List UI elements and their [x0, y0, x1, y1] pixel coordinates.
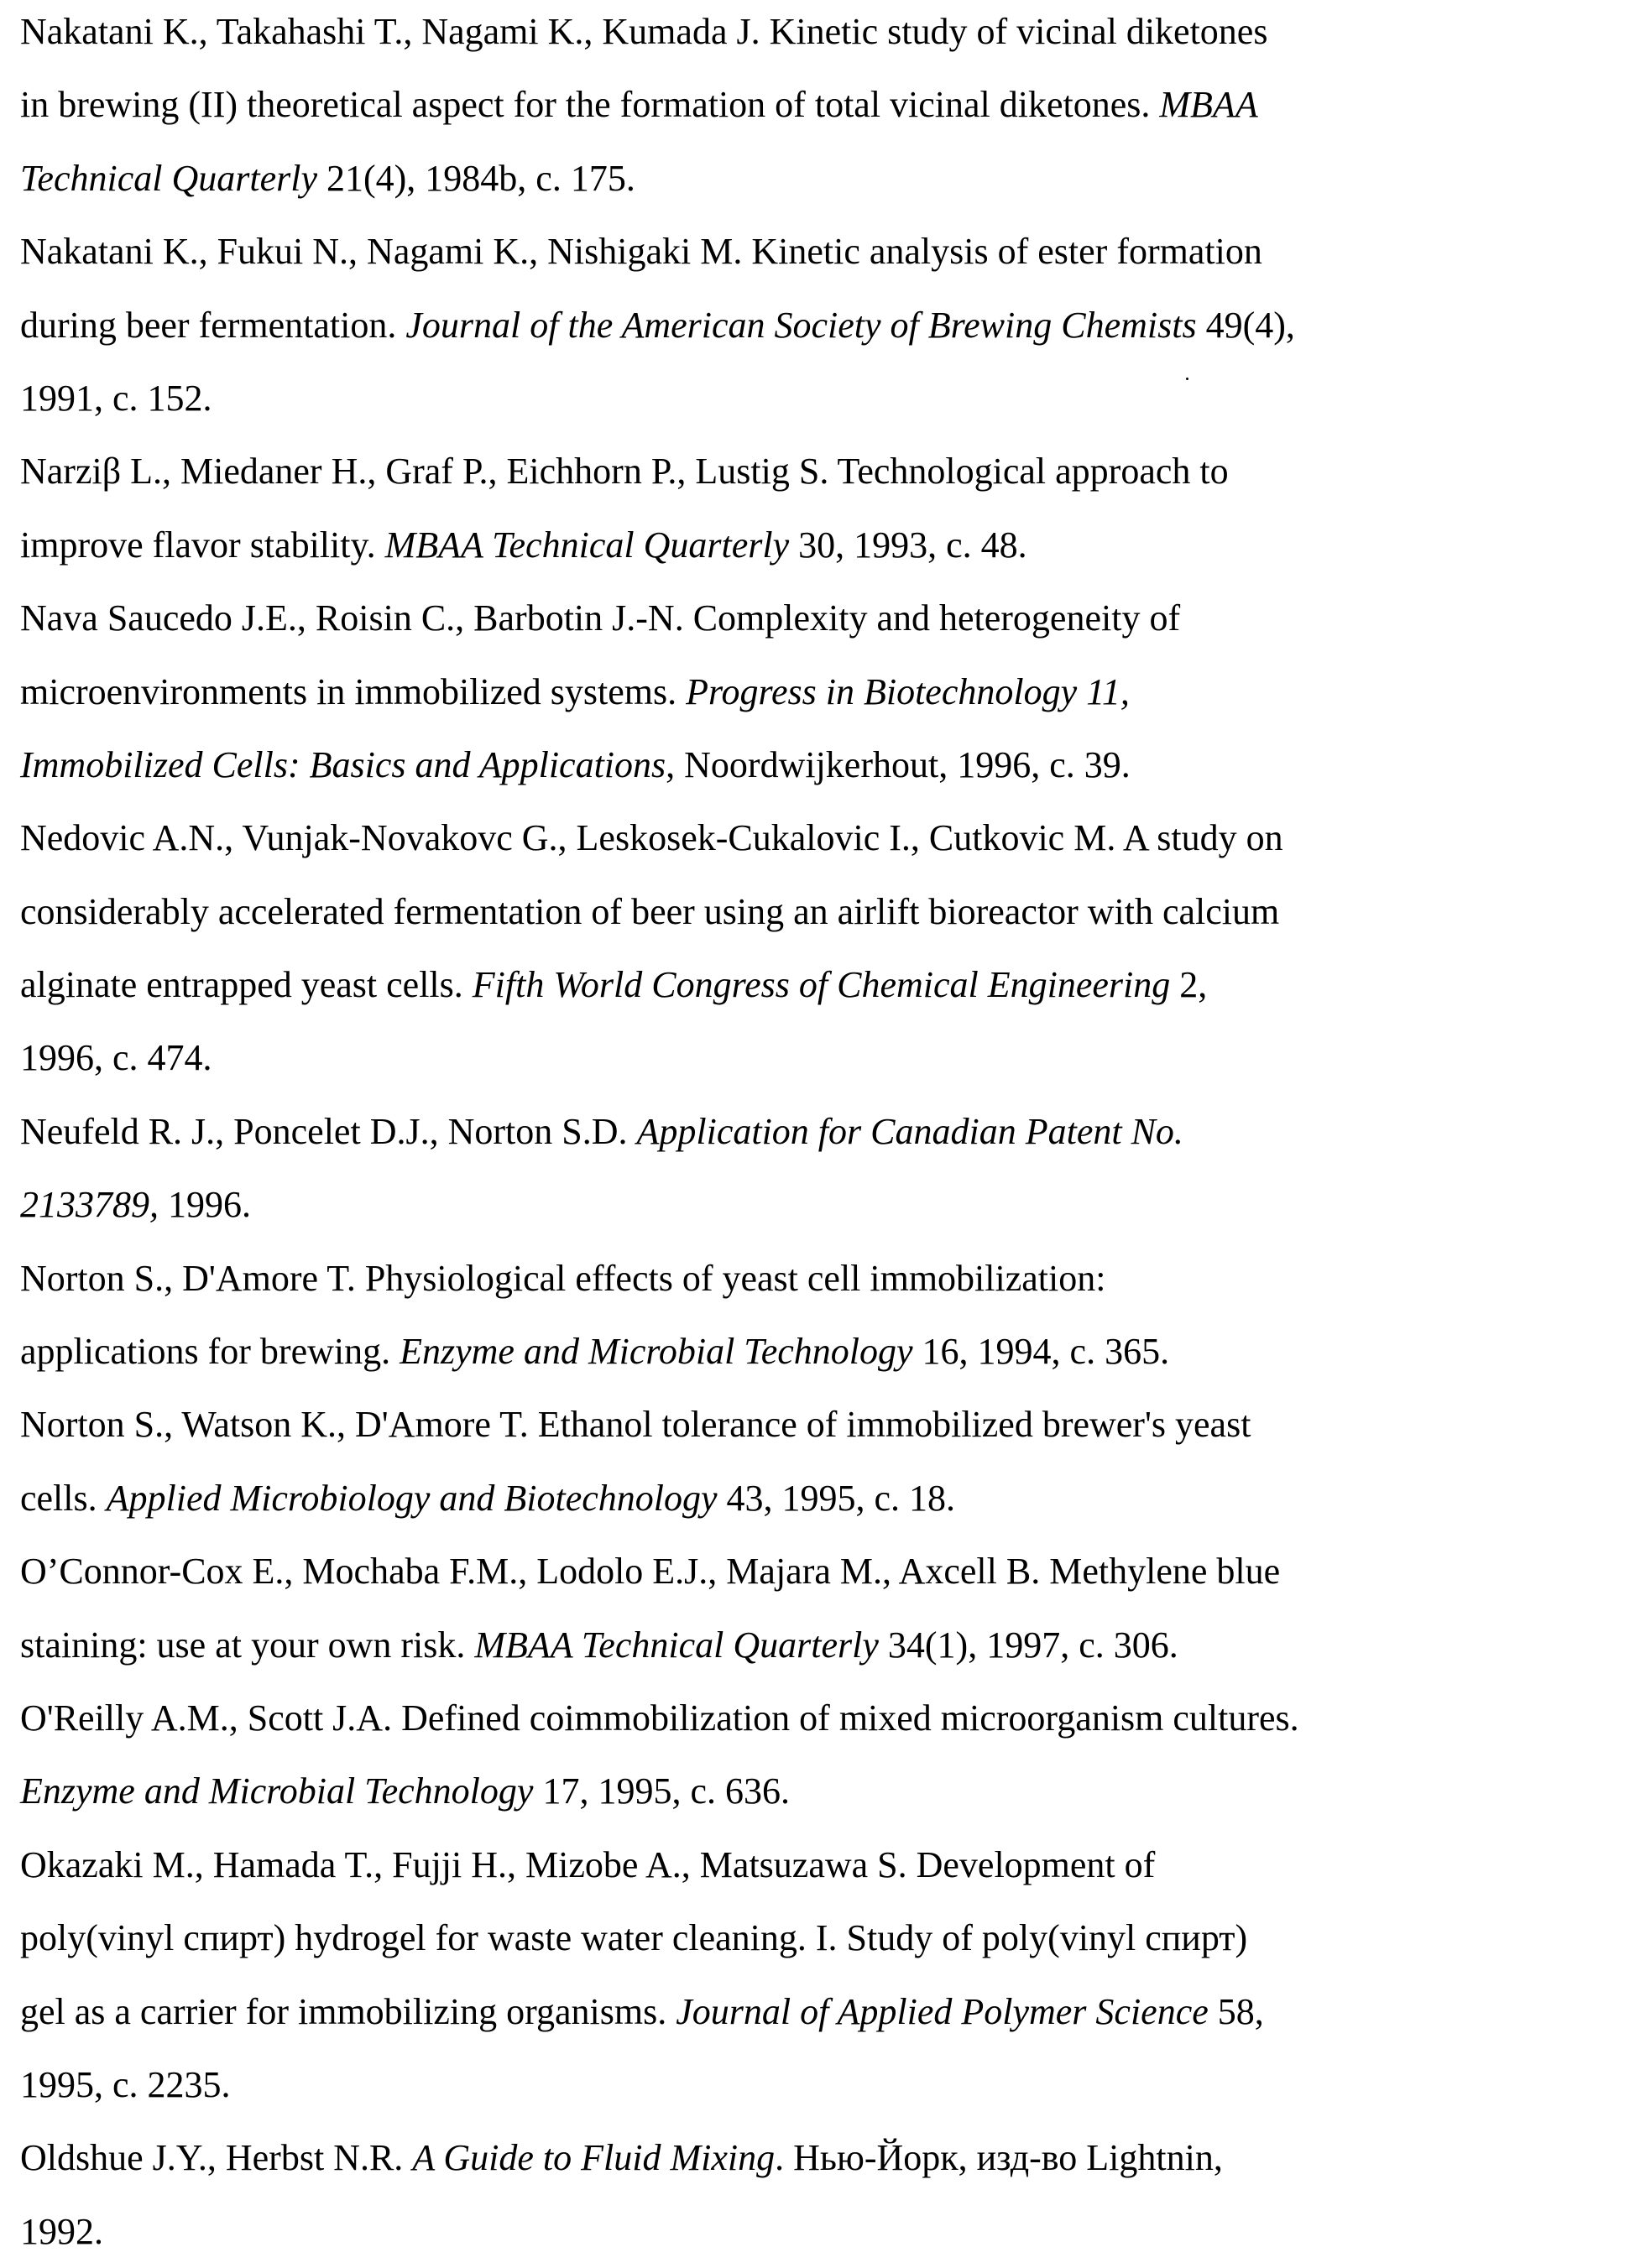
reference-line — [20, 508, 1299, 581]
reference-line — [20, 2195, 1299, 2268]
reference-entry — [20, 801, 1299, 1095]
reference-line — [20, 1242, 1299, 1315]
reference-text: Norton S., D'Amore T. Physiological effects of yeast cell immobilization: — [20, 1258, 1105, 1299]
reference-entry — [20, 1388, 1299, 1535]
reference-source-italic: Progress in Biotechnology 11, — [686, 671, 1130, 712]
reference-line — [20, 1681, 1299, 1754]
reference-text: O’Connor-Cox E., Mochaba F.M., Lodolo E.J., Majara M., Axcell B. Methylene blue — [20, 1551, 1280, 1592]
reference-entry — [20, 1681, 1299, 1828]
reference-text: 49(4), — [1197, 305, 1295, 346]
reference-line — [20, 1462, 1299, 1535]
reference-text: 43, 1995, c. 18. — [718, 1478, 956, 1519]
reference-line — [20, 1315, 1299, 1388]
reference-source-italic: Application for Canadian Patent No. — [637, 1111, 1183, 1152]
reference-line — [20, 1608, 1299, 1681]
reference-line — [20, 948, 1299, 1021]
reference-line — [20, 435, 1299, 508]
reference-source-italic: Technical Quarterly — [20, 158, 317, 199]
reference-text: 1995, c. 2235. — [20, 2064, 231, 2105]
reference-text: applications for brewing. — [20, 1331, 400, 1372]
reference-text: 58, — [1209, 1991, 1264, 2032]
reference-line — [20, 1021, 1299, 1094]
reference-text: . Нью-Йорк, изд-во Lightnin, — [775, 2137, 1223, 2178]
reference-entry — [20, 1095, 1299, 1242]
reference-text: gel as a carrier for immobilizing organisms. — [20, 1991, 676, 2032]
reference-entry — [20, 2121, 1299, 2268]
reference-text: 30, 1993, c. 48. — [789, 524, 1027, 566]
reference-text: considerably accelerated fermentation of beer using an airlift bioreactor with calcium — [20, 891, 1279, 932]
reference-entry — [20, 1828, 1299, 2122]
scan-speck — [1186, 378, 1188, 380]
reference-line — [20, 581, 1299, 654]
reference-text: 2, — [1170, 964, 1207, 1005]
reference-entry — [20, 581, 1299, 801]
reference-source-italic: Fifth World Congress of Chemical Engineering — [473, 964, 1171, 1005]
reference-line — [20, 2048, 1299, 2121]
reference-line — [20, 142, 1299, 215]
reference-text: Norton S., Watson K., D'Amore T. Ethanol tolerance of immobilized brewer's yeast — [20, 1404, 1251, 1445]
reference-text: alginate entrapped yeast cells. — [20, 964, 473, 1005]
reference-source-italic: A Guide to Fluid Mixing — [412, 2137, 775, 2178]
reference-source-italic: Immobilized Cells: Basics and Applications — [20, 744, 666, 785]
reference-entry — [20, 215, 1299, 435]
reference-text: Okazaki M., Hamada T., Fujji H., Mizobe A., Matsuzawa S. Development of — [20, 1844, 1155, 1885]
reference-line — [20, 1535, 1299, 1608]
reference-text: microenvironments in immobilized systems. — [20, 671, 686, 712]
reference-source-italic: MBAA Technical Quarterly — [474, 1624, 879, 1666]
reference-text: 1991, c. 152. — [20, 378, 212, 419]
reference-text: , Noordwijkerhout, 1996, c. 39. — [666, 744, 1131, 785]
reference-text: during beer fermentation. — [20, 305, 405, 346]
reference-text: Nakatani K., Takahashi T., Nagami K., Kumada J. Kinetic study of vicinal diketones — [20, 11, 1267, 52]
reference-text: cells. — [20, 1478, 107, 1519]
reference-entry — [20, 1535, 1299, 1681]
reference-source-italic: Journal of Applied Polymer Science — [676, 1991, 1209, 2032]
reference-text: Oldshue J.Y., Herbst N.R. — [20, 2137, 412, 2178]
reference-line — [20, 1754, 1299, 1827]
reference-text: 16, 1994, c. 365. — [913, 1331, 1170, 1372]
reference-line — [20, 2121, 1299, 2194]
reference-source-italic: Journal of the American Society of Brewing Chemists — [405, 305, 1196, 346]
reference-text: improve flavor stability. — [20, 524, 385, 566]
reference-line — [20, 655, 1299, 728]
reference-text: 1996, c. 474. — [20, 1037, 212, 1078]
reference-line — [20, 1388, 1299, 1461]
reference-text: 1992. — [20, 2211, 103, 2252]
reference-text: 21(4), 1984b, c. 175. — [317, 158, 635, 199]
reference-entry — [20, 435, 1299, 581]
reference-text: Narziβ L., Miedaner H., Graf P., Eichhorn P., Lustig S. Technological approach to — [20, 451, 1229, 492]
reference-line — [20, 1168, 1299, 1241]
reference-text: 1996. — [159, 1184, 251, 1225]
reference-text: 34(1), 1997, c. 306. — [879, 1624, 1178, 1666]
reference-text: in brewing (II) theoretical aspect for the formation of total vicinal diketones. — [20, 84, 1159, 125]
reference-source-italic: MBAA Technical Quarterly — [385, 524, 790, 566]
reference-entry — [20, 0, 1299, 215]
reference-line — [20, 801, 1299, 874]
reference-line — [20, 68, 1299, 141]
reference-entry — [20, 1242, 1299, 1389]
reference-source-italic: Applied Microbiology and Biotechnology — [107, 1478, 718, 1519]
reference-line — [20, 0, 1299, 68]
reference-line — [20, 1975, 1299, 2048]
reference-line — [20, 728, 1299, 801]
reference-line — [20, 362, 1299, 435]
reference-source-italic: 2133789, — [20, 1184, 159, 1225]
reference-text: poly(vinyl спирт) hydrogel for waste water cleaning. I. Study of poly(vinyl спирт) — [20, 1917, 1247, 1958]
reference-source-italic: Enzyme and Microbial Technology — [400, 1331, 912, 1372]
reference-line — [20, 289, 1299, 362]
reference-line — [20, 875, 1299, 948]
reference-source-italic: Enzyme and Microbial Technology — [20, 1770, 533, 1812]
reference-text: Nakatani K., Fukui N., Nagami K., Nishigaki M. Kinetic analysis of ester formation — [20, 231, 1262, 272]
reference-text: 17, 1995, c. 636. — [533, 1770, 790, 1812]
reference-list — [20, 0, 1299, 2268]
reference-text: Neufeld R. J., Poncelet D.J., Norton S.D. — [20, 1111, 637, 1152]
reference-line — [20, 1095, 1299, 1168]
reference-text: staining: use at your own risk. — [20, 1624, 474, 1666]
reference-text: O'Reilly A.M., Scott J.A. Defined coimmobilization of mixed microorganism cultures. — [20, 1697, 1299, 1739]
reference-source-italic: MBAA — [1159, 84, 1257, 125]
reference-text: Nedovic A.N., Vunjak-Novakovc G., Leskosek-Cukalovic I., Cutkovic M. A study on — [20, 817, 1283, 858]
reference-line — [20, 215, 1299, 288]
reference-line — [20, 1901, 1299, 1974]
reference-line — [20, 1828, 1299, 1901]
reference-text: Nava Saucedo J.E., Roisin C., Barbotin J.-N. Complexity and heterogeneity of — [20, 597, 1180, 639]
